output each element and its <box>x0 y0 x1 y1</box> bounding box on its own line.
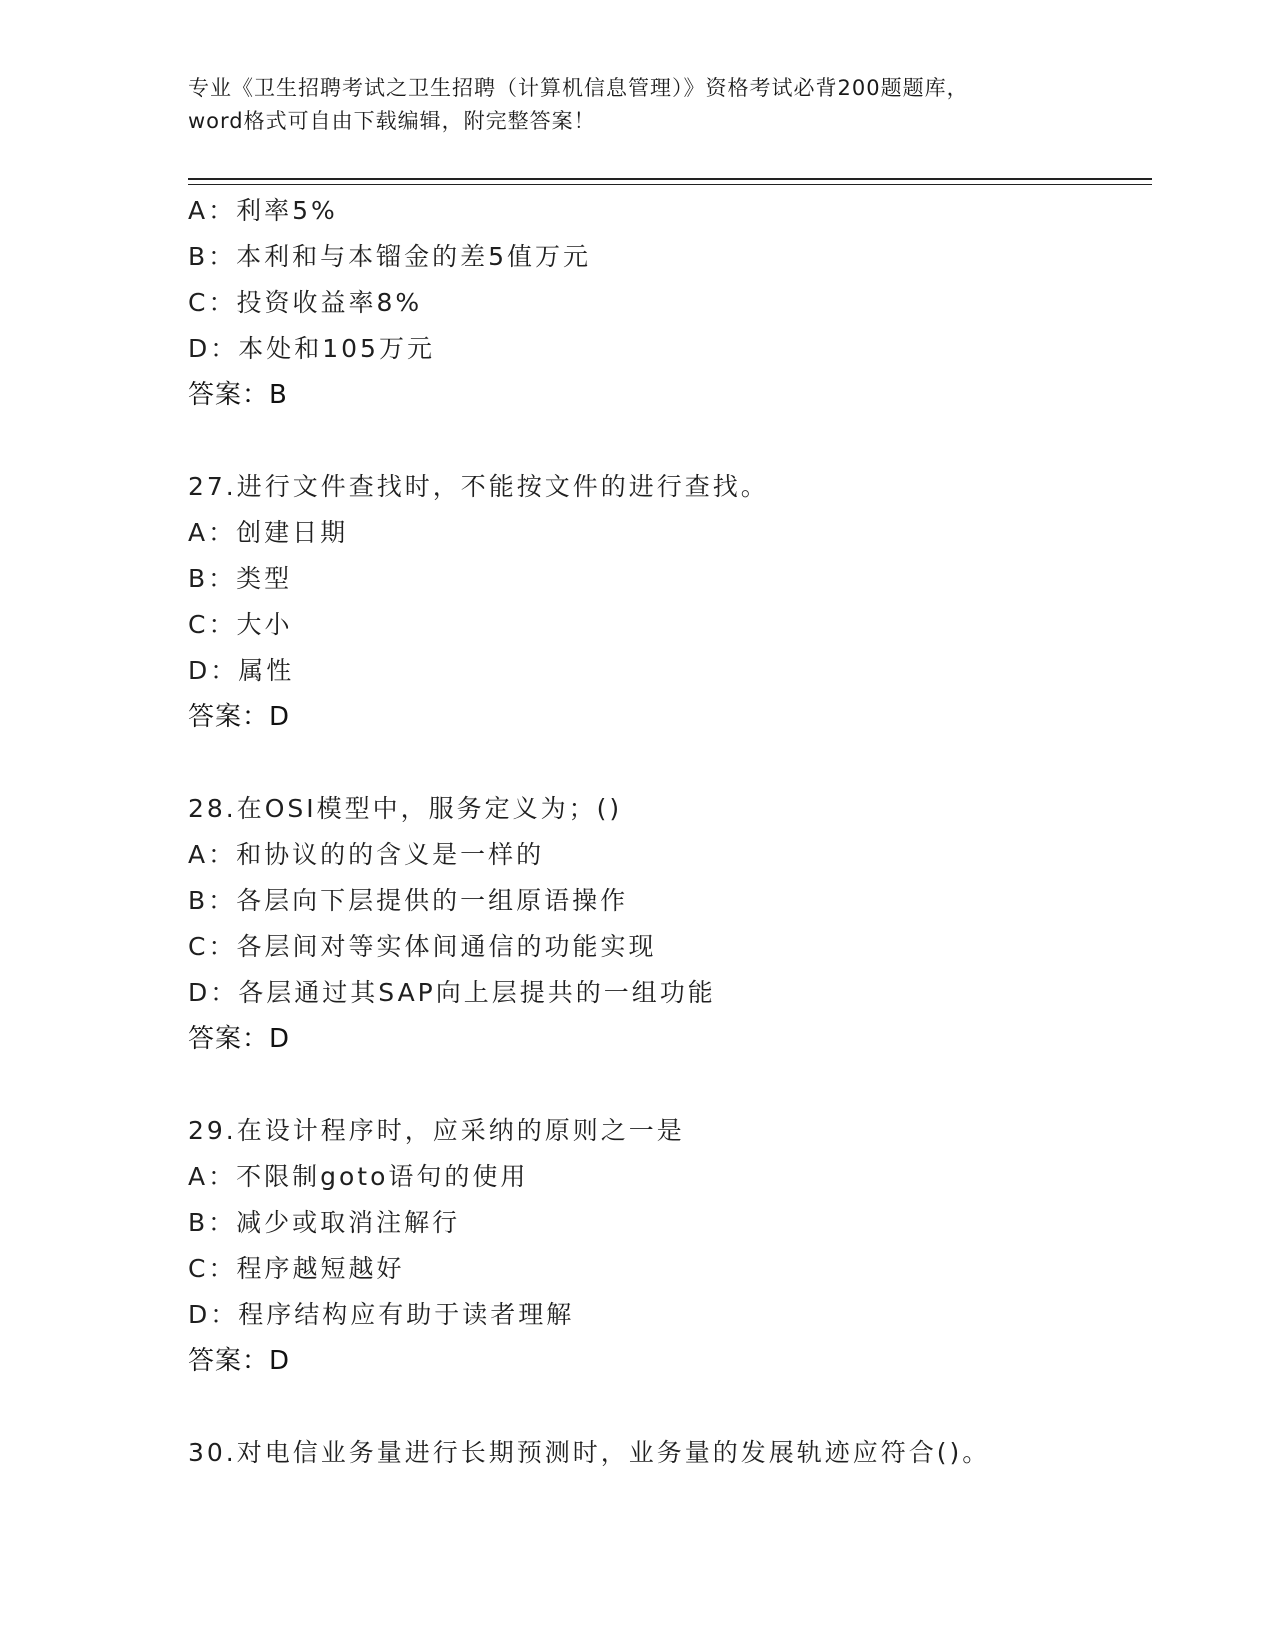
option-c: C：大小 <box>188 610 293 639</box>
question-26 <box>188 188 1148 418</box>
question-28 <box>188 786 1148 1062</box>
question-29 <box>188 1108 1148 1384</box>
option-d: D：程序结构应有助于读者理解 <box>188 1300 575 1329</box>
spacer <box>188 1384 1148 1430</box>
option-a: A：不限制goto语句的使用 <box>188 1162 529 1191</box>
option-b: B：本利和与本镏金的差5值万元 <box>188 242 592 271</box>
option-a: A：创建日期 <box>188 518 349 547</box>
question-stem: 28.在OSI模型中，服务定义为；() <box>188 794 623 823</box>
option-d: D：各层通过其SAP向上层提共的一组功能 <box>188 978 716 1007</box>
option-a: A：和协议的的含义是一样的 <box>188 840 545 869</box>
question-list <box>188 188 1148 1476</box>
option-a: A：利率5% <box>188 196 338 225</box>
header-subtitle-line: word格式可自由下载编辑，附完整答案！ <box>188 109 596 133</box>
question-27 <box>188 464 1148 740</box>
document-header <box>188 72 1088 138</box>
option-d: D：本处和105万元 <box>188 334 435 363</box>
question-stem: 30.对电信业务量进行长期预测时，业务量的发展轨迹应符合()。 <box>188 1438 991 1467</box>
question-stem: 27.进行文件查找时，不能按文件的进行查找。 <box>188 472 769 501</box>
option-b: B：减少或取消注解行 <box>188 1208 461 1237</box>
option-c: C：各层间对等实体间通信的功能实现 <box>188 932 657 961</box>
option-b: B：类型 <box>188 564 293 593</box>
option-c: C：投资收益率8% <box>188 288 423 317</box>
header-divider-thick <box>188 178 1152 180</box>
question-stem: 29.在设计程序时，应采纳的原则之一是 <box>188 1116 685 1145</box>
option-d: D：属性 <box>188 656 295 685</box>
spacer <box>188 418 1148 464</box>
question-30 <box>188 1430 1148 1476</box>
header-divider-thin <box>188 184 1152 185</box>
option-c: C：程序越短越好 <box>188 1254 405 1283</box>
answer-line: 答案：D <box>188 1346 291 1376</box>
answer-line: 答案：D <box>188 1024 291 1054</box>
answer-line: 答案：D <box>188 702 291 732</box>
option-b: B：各层向下层提供的一组原语操作 <box>188 886 629 915</box>
spacer <box>188 1062 1148 1108</box>
answer-line: 答案：B <box>188 380 288 410</box>
spacer <box>188 740 1148 786</box>
header-title-line: 专业《卫生招聘考试之卫生招聘（计算机信息管理）》资格考试必背200题题库， <box>188 76 969 100</box>
